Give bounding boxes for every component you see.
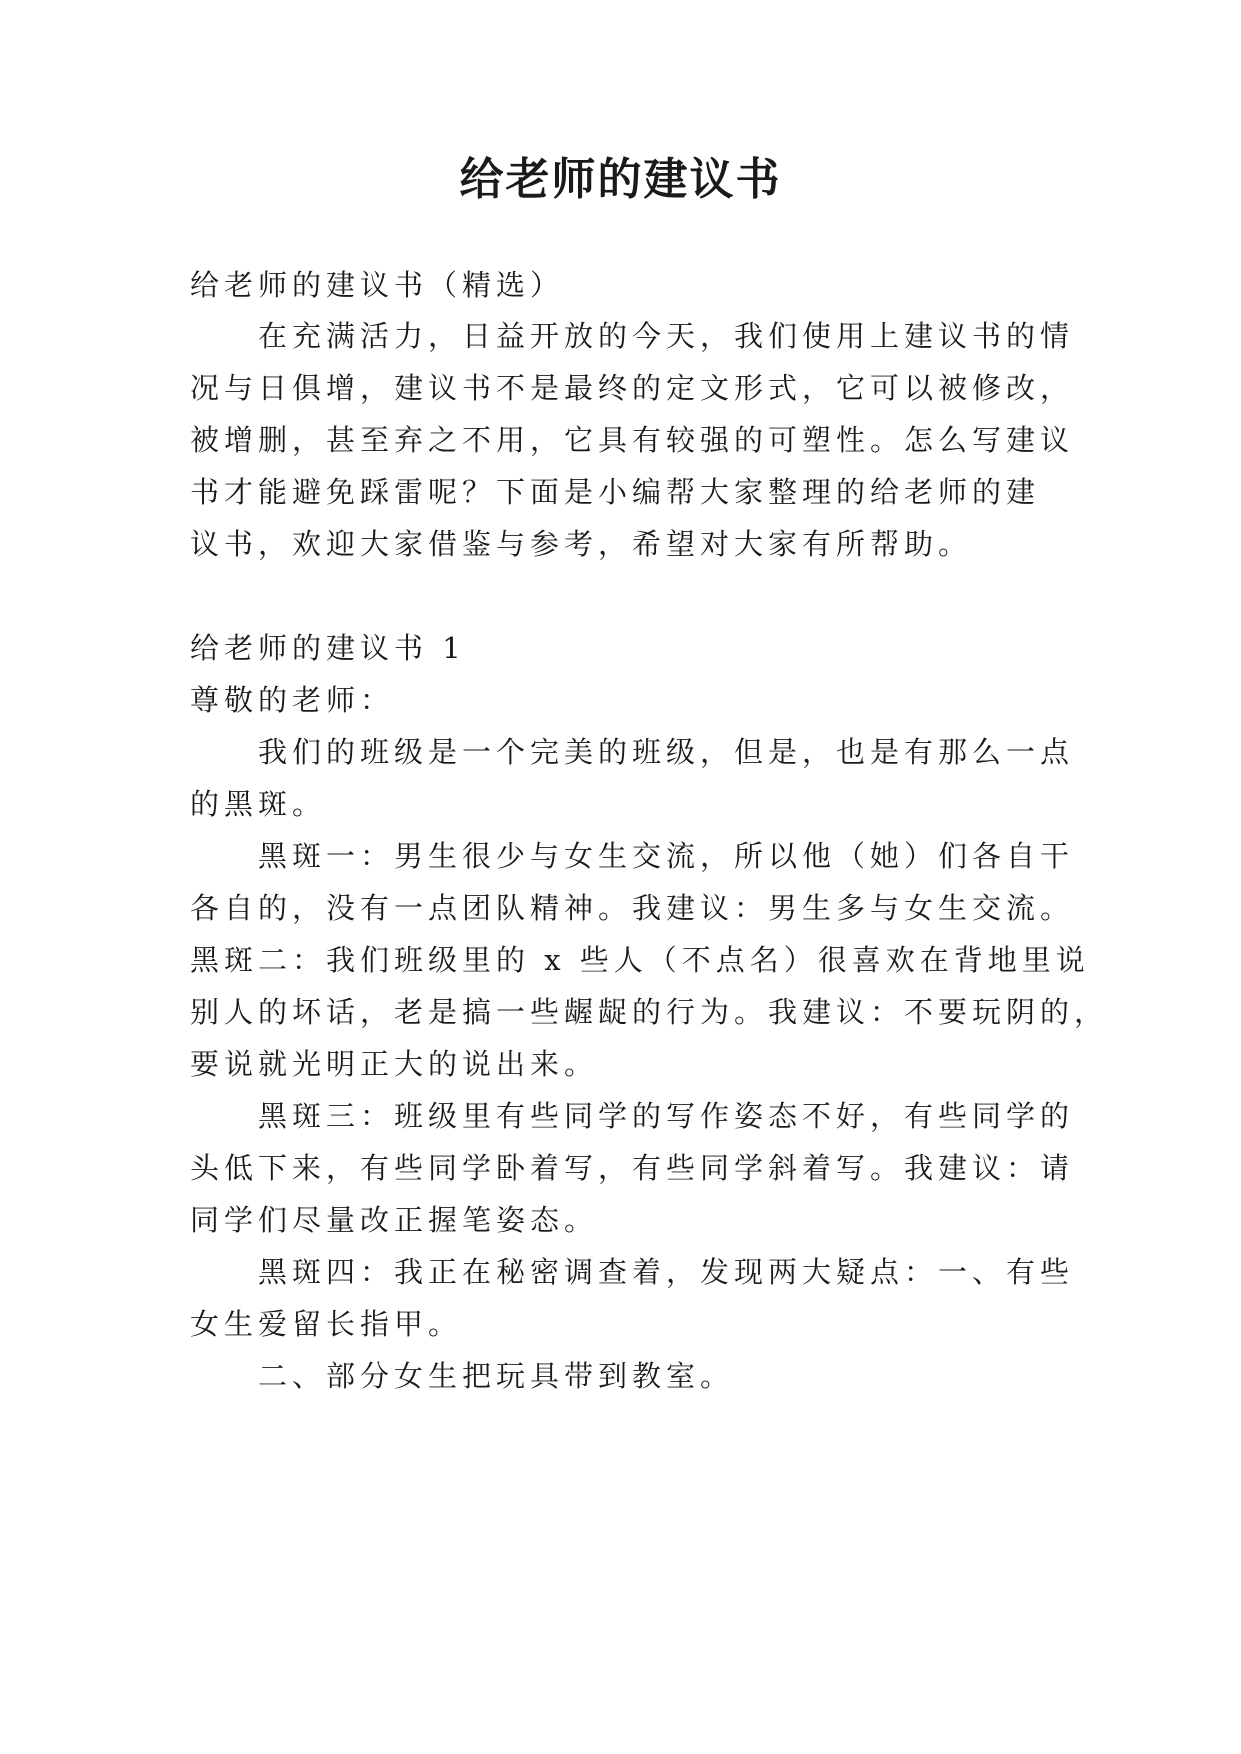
body-line-7: 要说就光明正大的说出来。	[190, 1047, 599, 1081]
section-title: 给老师的建议书 1	[190, 631, 466, 665]
intro-line-2: 况与日俱增，建议书不是最终的定文形式，它可以被修改，	[190, 371, 1075, 405]
body-line-4: 各自的，没有一点团队精神。我建议：男生多与女生交流。	[190, 891, 1075, 925]
document-subtitle: 给老师的建议书（精选）	[190, 268, 565, 302]
body-line-6: 别人的坏话，老是搞一些龌龊的行为。我建议：不要玩阴的，	[190, 995, 1109, 1029]
body-line-5: 黑斑二：我们班级里的 x 些人（不点名）很喜欢在背地里说	[190, 943, 1090, 977]
body-line-12: 女生爱留长指甲。	[190, 1307, 463, 1341]
intro-line-3: 被增删，甚至弃之不用，它具有较强的可塑性。怎么写建议	[190, 423, 1075, 457]
intro-line-4: 书才能避免踩雷呢？下面是小编帮大家整理的给老师的建	[190, 475, 1041, 509]
body-line-10: 同学们尽量改正握笔姿态。	[190, 1203, 599, 1237]
body-line-3: 黑斑一：男生很少与女生交流，所以他（她）们各自干	[258, 839, 1075, 873]
body-line-8: 黑斑三：班级里有些同学的写作姿态不好，有些同学的	[258, 1099, 1075, 1133]
intro-line-5: 议书，欢迎大家借鉴与参考，希望对大家有所帮助。	[190, 527, 973, 561]
body-line-11: 黑斑四：我正在秘密调查着，发现两大疑点：一、有些	[258, 1255, 1075, 1289]
document-title: 给老师的建议书	[459, 154, 782, 205]
body-line-2: 的黑斑。	[190, 787, 327, 821]
intro-line-1: 在充满活力，日益开放的今天，我们使用上建议书的情	[258, 319, 1075, 353]
body-line-1: 我们的班级是一个完美的班级，但是，也是有那么一点	[258, 735, 1075, 769]
body-line-13: 二、部分女生把玩具带到教室。	[258, 1359, 735, 1393]
salutation: 尊敬的老师：	[190, 683, 395, 717]
body-line-9: 头低下来，有些同学卧着写，有些同学斜着写。我建议：请	[190, 1151, 1075, 1185]
